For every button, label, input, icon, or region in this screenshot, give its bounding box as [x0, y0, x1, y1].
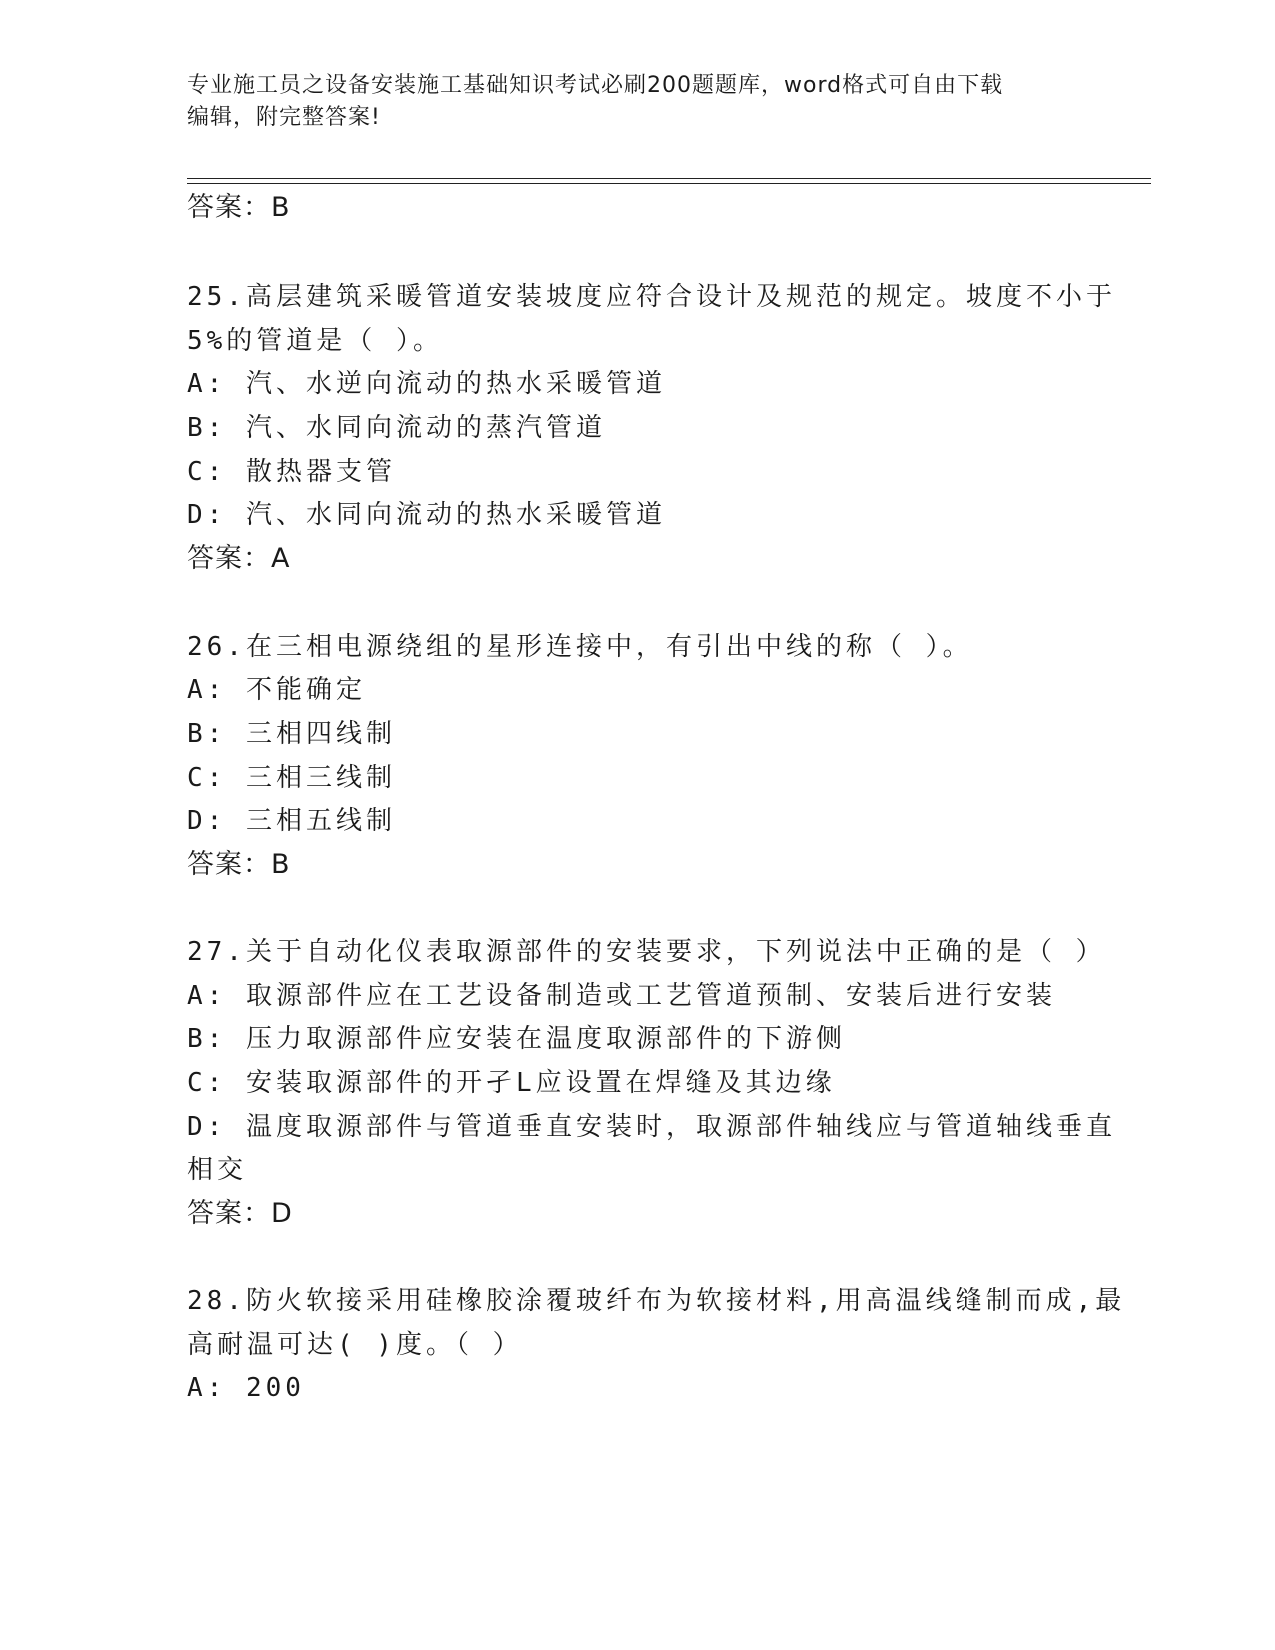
q26-stem-line-1: 26.在三相电源绕组的星形连接中，有引出中线的称（ ）。	[187, 632, 973, 662]
q28-stem-line-2: 高耐温可达( )度。（ ）	[187, 1330, 523, 1360]
q27-option-b: B: 压力取源部件应安装在温度取源部件的下游侧	[187, 1024, 846, 1054]
q25-option-d: D: 汽、水同向流动的热水采暖管道	[187, 500, 666, 530]
q27-option-c: C: 安装取源部件的开孑L应设置在焊缝及其边缘	[187, 1068, 836, 1098]
q27-option-d-line-2: 相交	[187, 1155, 248, 1185]
q26-answer: 答案：B	[187, 849, 291, 880]
previous-answer: 答案：B	[187, 192, 291, 223]
q26-option-d: D: 三相五线制	[187, 806, 396, 836]
q26-option-a: A: 不能确定	[187, 675, 366, 705]
q25-answer: 答案：A	[187, 543, 291, 574]
q28-option-a: A: 200	[187, 1373, 305, 1403]
q27-answer: 答案：D	[187, 1198, 293, 1229]
q25-stem-line-2: 5%的管道是（ ）。	[187, 326, 443, 356]
header-divider-top	[187, 178, 1151, 179]
header-line-1: 专业施工员之设备安装施工基础知识考试必刷200题题库，word格式可自由下载	[187, 73, 1004, 98]
header-divider-bottom	[187, 183, 1151, 184]
q26-option-c: C: 三相三线制	[187, 763, 396, 793]
q27-option-d-line-1: D: 温度取源部件与管道垂直安装时，取源部件轴线应与管道轴线垂直	[187, 1112, 1116, 1142]
document-header	[187, 70, 1087, 134]
q25-option-b: B: 汽、水同向流动的蒸汽管道	[187, 413, 606, 443]
header-line-2: 编辑，附完整答案!	[187, 105, 381, 130]
q27-stem-line-1: 27.关于自动化仪表取源部件的安装要求，下列说法中正确的是（ ）	[187, 937, 1106, 967]
q25-stem-line-1: 25.高层建筑采暖管道安装坡度应符合设计及规范的规定。坡度不小于	[187, 282, 1116, 312]
q25-option-a: A: 汽、水逆向流动的热水采暖管道	[187, 369, 666, 399]
q27-option-a: A: 取源部件应在工艺设备制造或工艺管道预制、安装后进行安装	[187, 981, 1056, 1011]
q26-option-b: B: 三相四线制	[187, 719, 396, 749]
q28-stem-line-1: 28.防火软接采用硅橡胶涂覆玻纤布为软接材料,用高温线缝制而成,最	[187, 1286, 1126, 1316]
q25-option-c: C: 散热器支管	[187, 457, 396, 487]
